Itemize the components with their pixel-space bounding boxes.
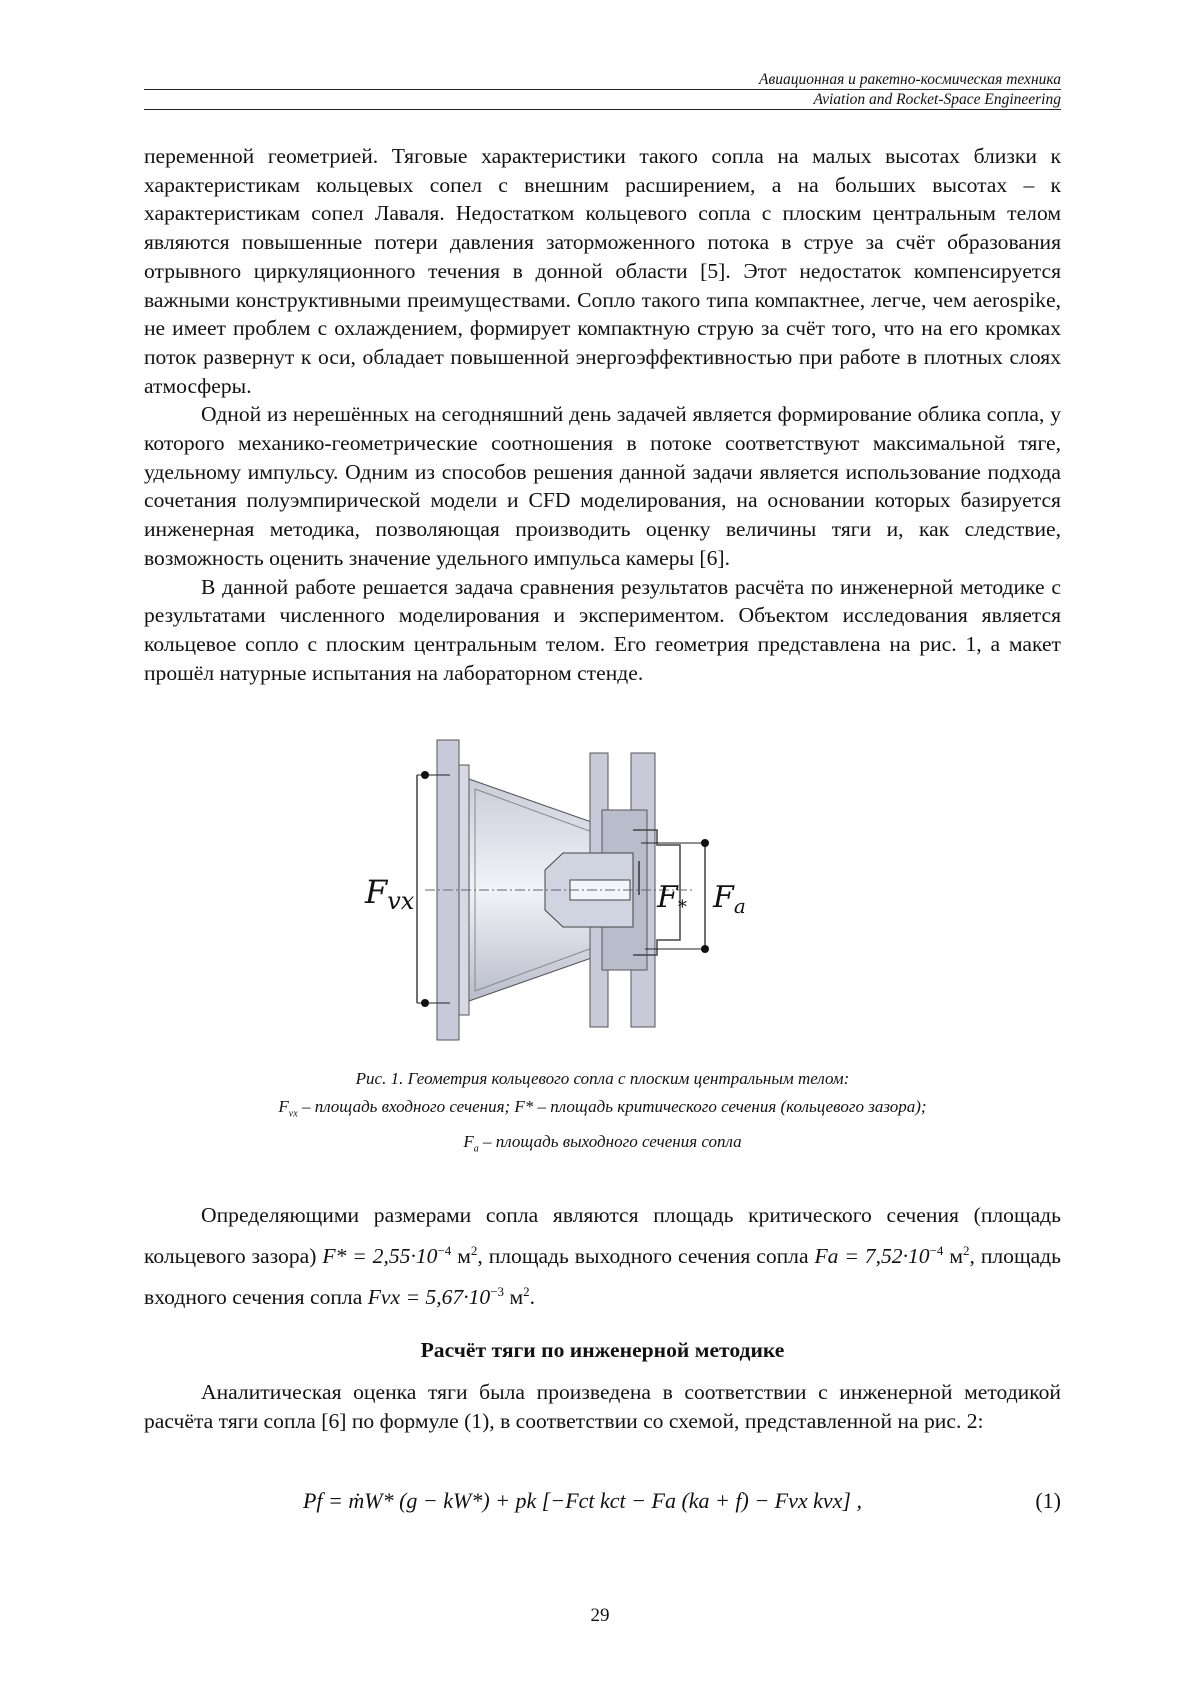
figure-nozzle-geometry xyxy=(365,735,825,1045)
label-fstar: $F_*$ xyxy=(657,880,687,918)
running-header xyxy=(144,70,1061,110)
label-fvx: Fvx xyxy=(365,873,415,915)
caption-line2: $F_{vx}$ – площадь входного сечения; F* – площадь критического сечения (кольцевого зазора); xyxy=(278,1097,927,1120)
caption-title: Рис. 1. Геометрия кольцевого сопла с плоским центральным телом: xyxy=(355,1069,850,1088)
paragraph: Одной из нерешённых на сегодняшний день задачей является формирование облика сопла, у которого механико-геометрические соотношения в потоке соответствуют максимальной тяге, удельному импульсу. Одним из способов решения данной задачи является использование подхода сочетания полуэмпирической модели и CFD моделирования, на основании которых базируется инженерная методика, позволяющая производить оценку величины тяги и, как следствие, возможность оценить значение удельного импульса камеры [6]. xyxy=(144,402,1061,570)
label-fa: $F_a$ xyxy=(713,880,746,918)
figure-caption xyxy=(144,1065,1061,1164)
paragraph: переменной геометрией. Тяговые характеристики такого сопла на малых высотах близки к характеристикам кольцевых сопел с внешним расширением, а на больших высотах – к характеристикам сопел Лаваля. Недостатком кольцевого сопла с плоским центральным телом являются повышенные потери давления заторможенного потока в струе за счёт образования отрывного циркуляционного течения в донной области [5]. Этот недостаток компенсируется важными конструктивными преимуществами. Сопло такого типа компактнее, легче, чем aerospike, не имеет проблем с охлаждением, формирует компактную струю за счёт того, что на его кромках поток развернут к оси, обладает повышенной энергоэффективностью при работе в плотных слоях атмосферы. xyxy=(144,144,1061,398)
nozzle-drawing xyxy=(365,735,825,1045)
journal-title-en: Aviation and Rocket-Space Engineering xyxy=(144,90,1061,110)
section-paragraph: Аналитическая оценка тяги была произведена в соответствии с инженерной методикой расчёта тяги сопла [6] по формуле (1), в соответствии со схемой, представленной на рис. 2: xyxy=(144,1380,1061,1433)
paragraph: В данной работе решается задача сравнения результатов расчёта по инженерной методике с результатами численного моделирования и экспериментом. Объектом исследования является кольцевое сопло с плоским центральным телом. Его геометрия представлена на рис. 1, а макет прошёл натурные испытания на лабораторном стенде. xyxy=(144,574,1061,685)
dimensions-paragraph: Определяющими размерами сопла являются площадь критического сечения (площадь кольцевого зазора) $F* = 2,55\cdot 10^{-4}$ $м^2$, площадь выходного сечения сопла $Fa = 7,52\cdot 10^{-4}$ $м^2$, площадь входного сечения сопла Fvx = $5,67\cdot 10^{-3}$ $м^2$. xyxy=(144,1203,1061,1310)
equation-1 xyxy=(144,1488,1061,1514)
body-text-top xyxy=(144,142,1061,687)
journal-title-ru: Авиационная и ракетно-космическая техника xyxy=(144,70,1061,90)
equation-number: (1) xyxy=(1035,1488,1061,1513)
page-number: 29 xyxy=(590,1605,610,1626)
caption-line3: $F_a$ – площадь выходного сечения сопла xyxy=(463,1132,742,1155)
equation-body: Pf = ṁW* (g − kW*) + pk [−Fct kct − Fa (ka + f) − Fvx kvx] , xyxy=(302,1488,862,1513)
section-title: Расчёт тяги по инженерной методике xyxy=(420,1338,785,1362)
